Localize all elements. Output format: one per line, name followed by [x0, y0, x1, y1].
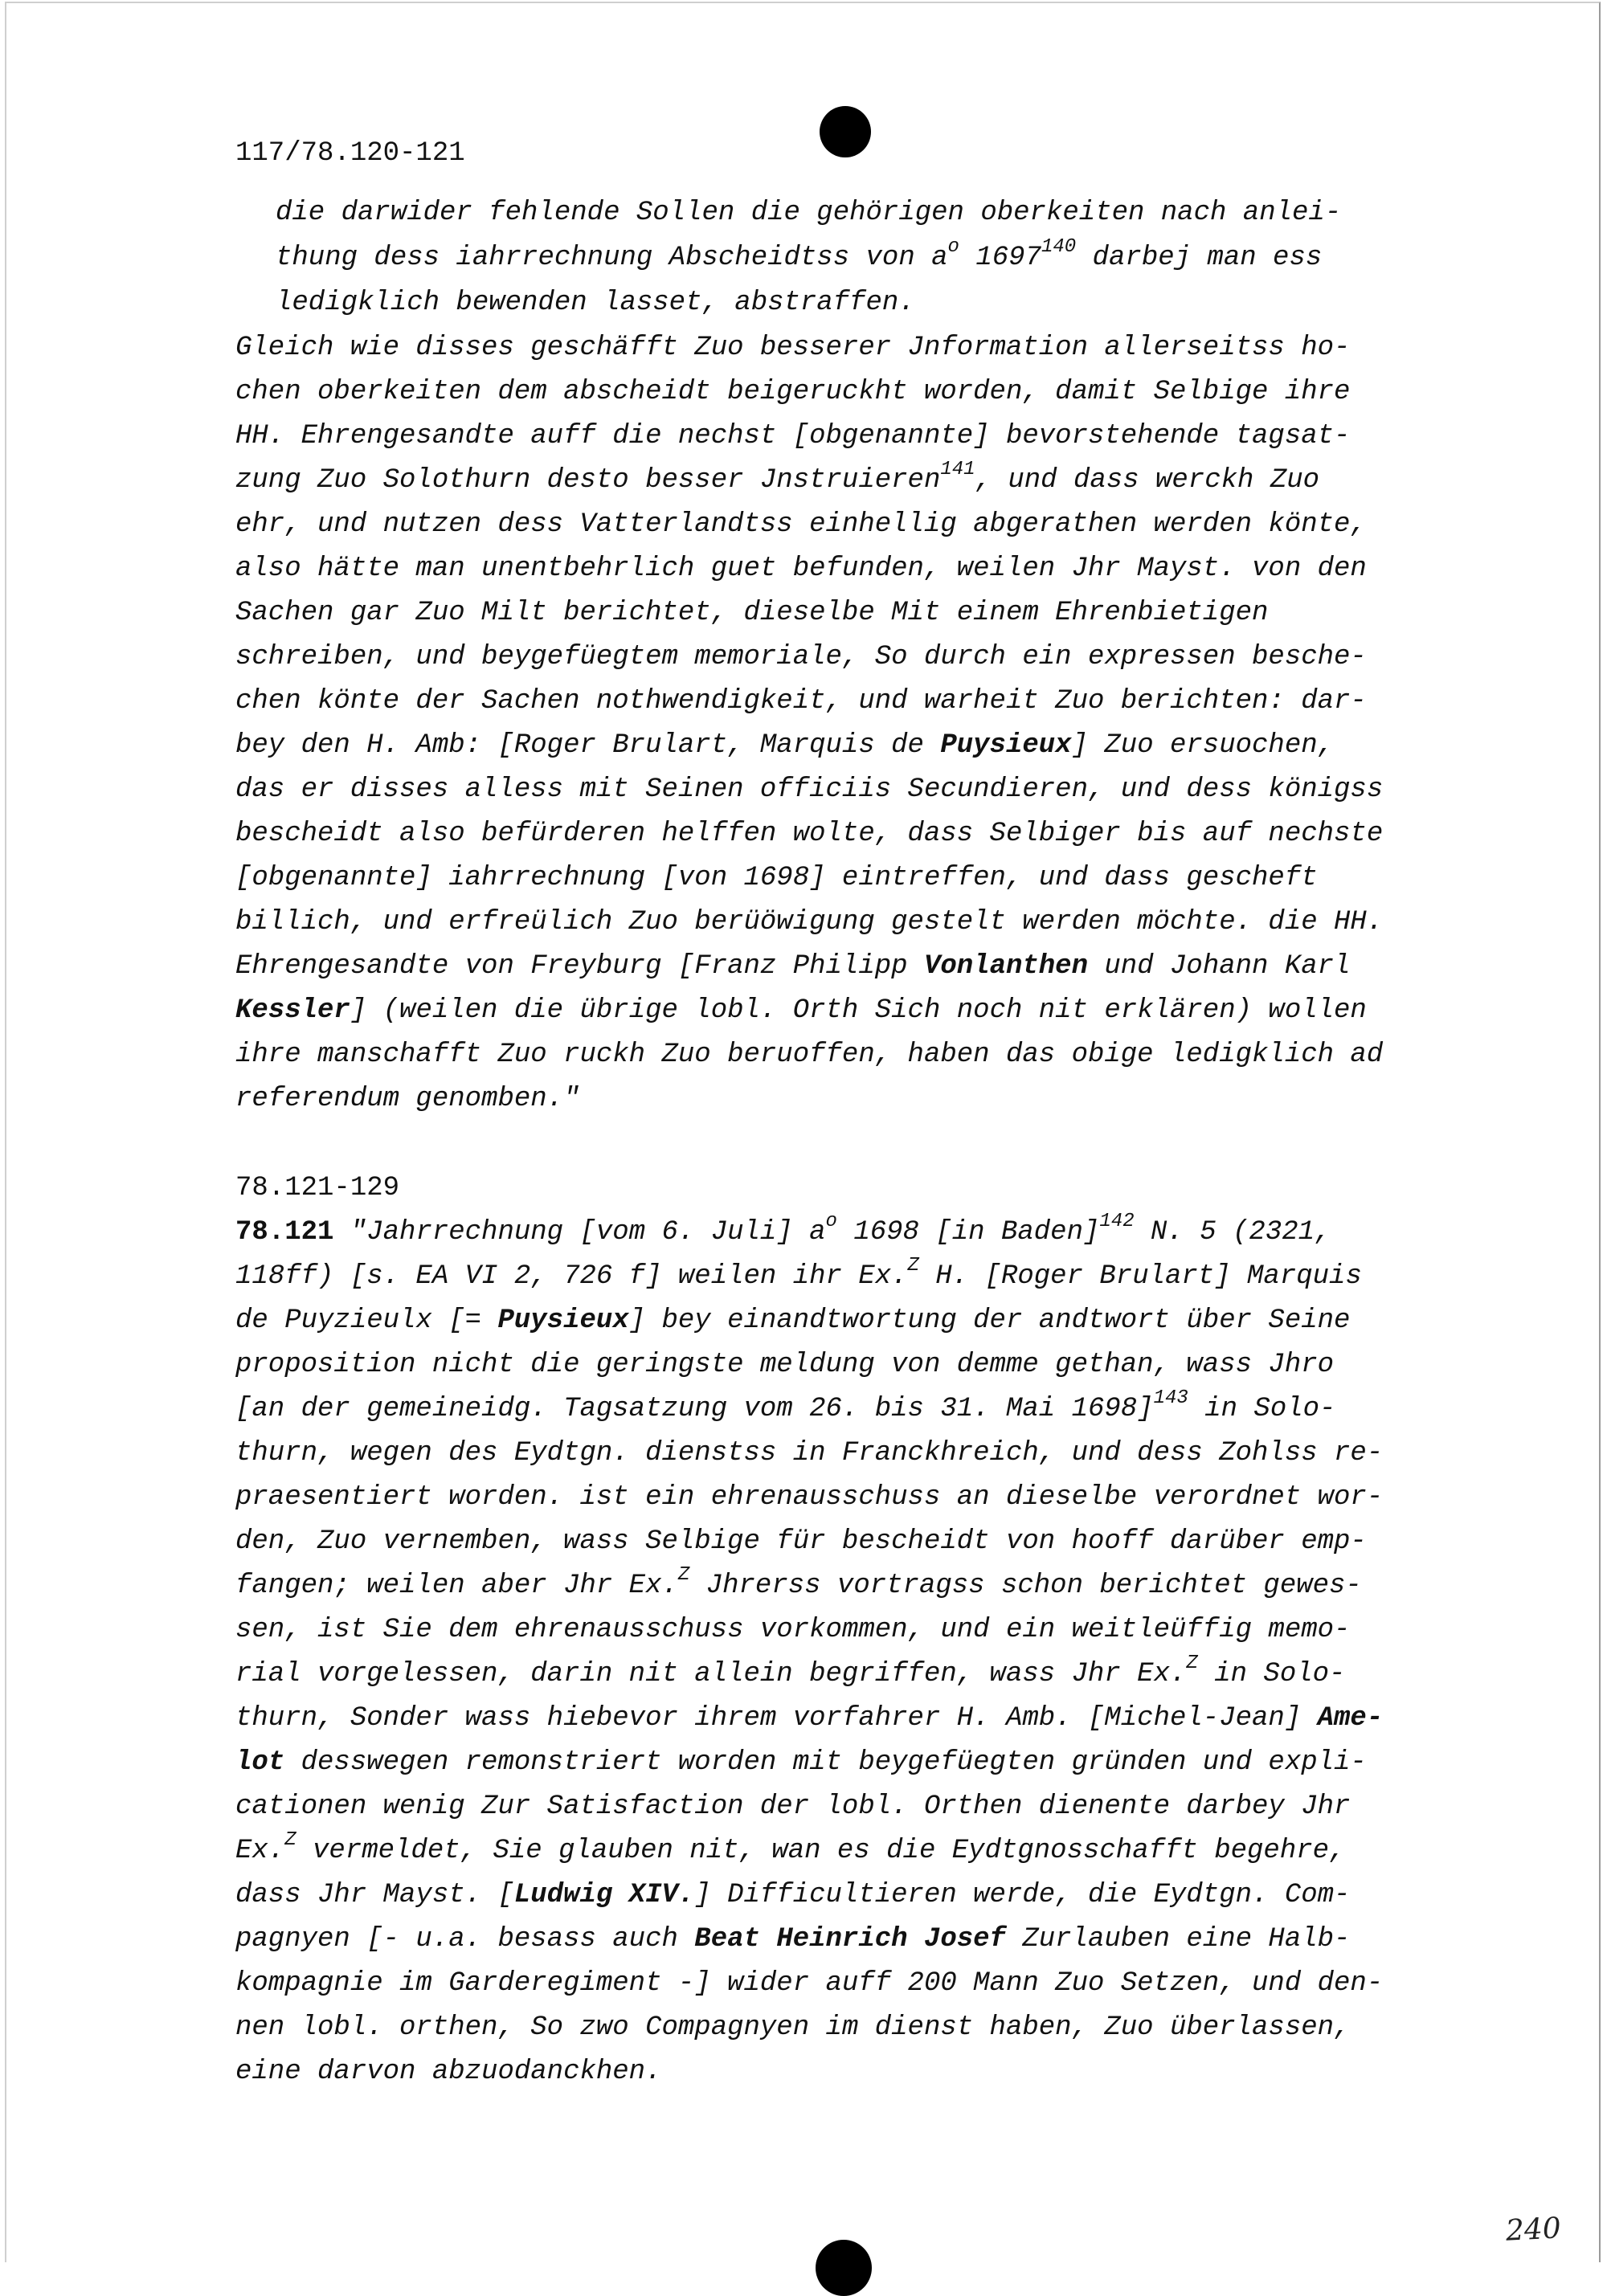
text-line: ehr, und nutzen dess Vatterlandtss einhellig abgerathen werden könte, [235, 509, 1367, 540]
text-line: kompagnie im Garderegiment -] wider auff 200 Mann Zuo Setzen, und den- [235, 1968, 1384, 1999]
text-line: also hätte man unentbehrlich guet befunden, weilen Jhr Mayst. von den [235, 554, 1367, 584]
text-line: schreiben, und beygefüegtem memoriale, So durch ein expressen besche- [235, 642, 1367, 672]
text-line: Sachen gar Zuo Milt berichtet, dieselbe Mit einem Ehrenbietigen [235, 598, 1269, 628]
page-reference: 117/78.120-121 [235, 138, 465, 169]
text-line: praesentiert worden. ist ein ehrenausschuss an dieselbe verordnet wor- [235, 1482, 1384, 1513]
text-line: lot desswegen remonstriert worden mit beygefüegten gründen und expli- [235, 1747, 1367, 1778]
text-line: sen, ist Sie dem ehrenausschuss vorkommen, und ein weitleüffig memo- [235, 1615, 1351, 1645]
text-line: rial vorgelessen, darin nit allein begriffen, wass Jhr Ex.$^Z$ in Solo- [235, 1652, 1346, 1689]
text-line: eine darvon abzuodanckhen. [235, 2057, 662, 2087]
text-line: thurn, Sonder wass hiebevor ihrem vorfahrer H. Amb. [Michel-Jean] Ame- [235, 1703, 1384, 1734]
text-line: zung Zuo Solothurn desto besser Jnstruieren$^{141}$, und dass werckh Zuo [235, 458, 1320, 496]
text-line: chen könte der Sachen nothwendigkeit, und warheit Zuo berichten: dar- [235, 686, 1367, 717]
section-reference: 78.121-129 [235, 1173, 400, 1203]
text-line: bey den H. Amb: [Roger Brulart, Marquis de Puysieux] Zuo ersuochen, [235, 730, 1335, 761]
text-line: Ex.$^Z$ vermeldet, Sie glauben nit, wan es die Eydtgnosschafft begehre, [235, 1828, 1346, 1866]
text-line: HH. Ehrengesandte auff die nechst [obgenannte] bevorstehende tagsat- [235, 421, 1351, 451]
text-line: 78.121 "Jahrrechnung [vom 6. Juli] $a^o$ 1698 [in Baden]$^{142}$ N. 5 (2321, [235, 1210, 1331, 1248]
text-line: den, Zuo vernemben, wass Selbige für bescheidt von hooff darüber emp- [235, 1526, 1367, 1557]
text-line: ledigklich bewenden lasset, abstraffen. [276, 288, 915, 318]
text-line: thung dess iahrrechnung Abscheidtss von $a^o$ 1697$^{140}$ darbej man ess [276, 235, 1323, 273]
text-line: 118ff) [s. EA VI 2, 726 f] weilen ihr Ex.$^Z$ H. [Roger Brulart] Marquis [235, 1254, 1362, 1292]
punch-hole-top [820, 106, 871, 157]
text-line: referendum genomben." [235, 1084, 580, 1114]
text-line: pagnyen [- u.a. besass auch Beat Heinrich Josef Zurlauben eine Halb- [235, 1924, 1351, 1955]
text-line: de Puyzieulx [= Puysieux] bey einandtwortung der andtwort über Seine [235, 1305, 1351, 1336]
text-line: Ehrengesandte von Freyburg [Franz Philipp Vonlanthen und Johann Karl [235, 951, 1351, 982]
text-line: cationen wenig Zur Satisfaction der lobl. Orthen dienente darbey Jhr [235, 1791, 1351, 1822]
text-line: [an der gemeineidg. Tagsatzung vom 26. bis 31. Mai 1698]$^{143}$ in Solo- [235, 1387, 1336, 1424]
text-line: Kessler] (weilen die übrige lobl. Orth Sich noch nit erklären) wollen [235, 995, 1367, 1026]
text-line: die darwider fehlende Sollen die gehörigen oberkeiten nach anlei- [276, 198, 1342, 228]
handwritten-page-number: 240 [1504, 2212, 1562, 2248]
text-line: Gleich wie disses geschäfft Zuo besserer Jnformation allerseitss ho- [235, 333, 1351, 363]
text-line: proposition nicht die geringste meldung von demme gethan, wass Jhro [235, 1350, 1335, 1380]
text-line: das er disses alless mit Seinen officiis Secundieren, und dess königss [235, 774, 1384, 805]
text-line: nen lobl. orthen, So zwo Compagnyen im dienst haben, Zuo überlassen, [235, 2012, 1351, 2043]
text-line: billich, und erfreülich Zuo berüöwigung gestelt werden möchte. die HH. [235, 907, 1384, 938]
text-line: chen oberkeiten dem abscheidt beigeruckht worden, damit Selbige ihre [235, 377, 1351, 407]
text-line: [obgenannte] iahrrechnung [von 1698] eintreffen, und dass gescheft [235, 863, 1318, 893]
text-line: thurn, wegen des Eydtgn. dienstss in Franckhreich, und dess Zohlss re- [235, 1438, 1384, 1469]
text-line: ihre manschafft Zuo ruckh Zuo beruoffen, haben das obige ledigklich ad [235, 1040, 1384, 1070]
text-line: bescheidt also befürderen helffen wolte, dass Selbiger bis auf nechste [235, 819, 1384, 849]
text-line: dass Jhr Mayst. [Ludwig XIV.] Difficultieren werde, die Eydtgn. Com- [235, 1880, 1351, 1910]
punch-hole-bottom [816, 2240, 872, 2296]
text-line: fangen; weilen aber Jhr Ex.$^Z$ Jhrerss vortragss schon berichtet gewes- [235, 1563, 1362, 1601]
